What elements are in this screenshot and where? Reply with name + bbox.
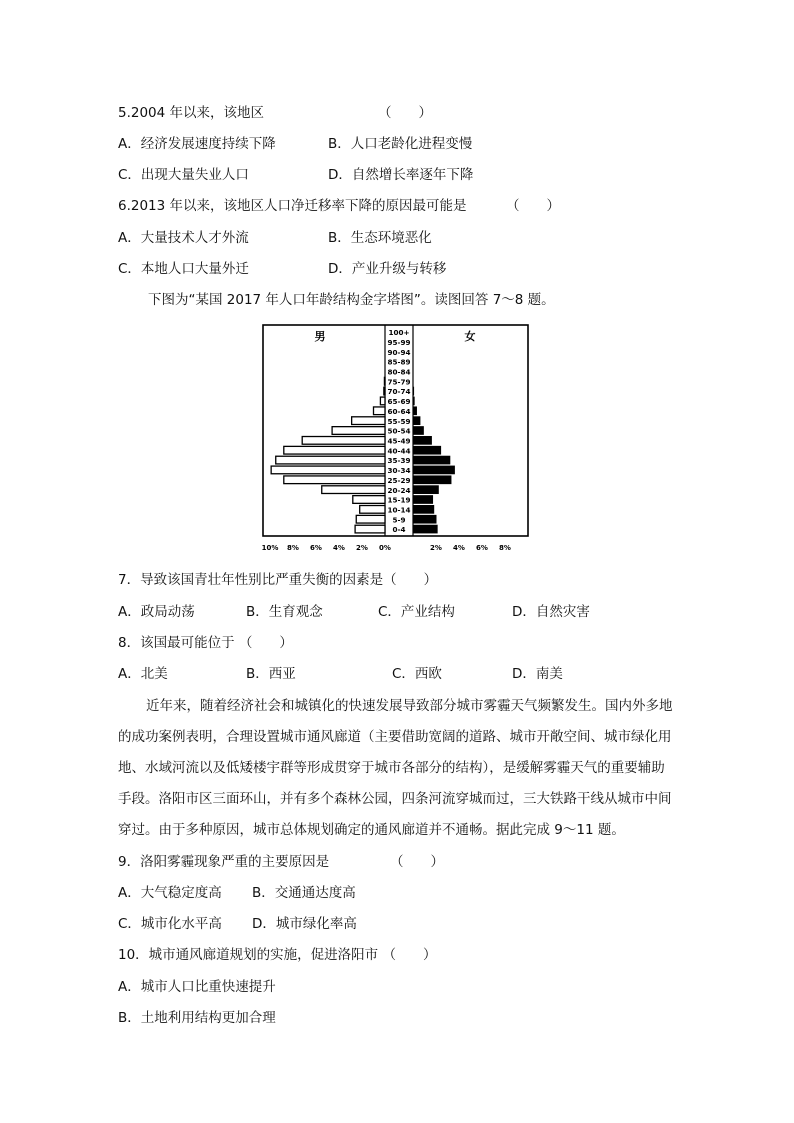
chart-bars: [271, 377, 454, 533]
age-label: 100+: [388, 328, 410, 338]
q10-option-b[interactable]: B．土地利用结构更加合理: [118, 1010, 276, 1026]
q7-option-c[interactable]: C．产业结构: [378, 604, 455, 620]
q6-option-b[interactable]: B．生态环境恶化: [328, 230, 432, 246]
q10-option-a[interactable]: A．城市人口比重快速提升: [118, 979, 276, 995]
male-bar-65-69: [380, 397, 385, 405]
q9-paren: （ ）: [390, 854, 444, 870]
male-bar-75-79: [384, 377, 385, 385]
female-bar-15-19: [413, 496, 433, 504]
age-label: 70-74: [387, 387, 411, 397]
q6-stem: 6.2013 年以来，该地区人口净迁移率下降的原因最可能是: [118, 198, 467, 214]
male-bar-20-24: [322, 486, 385, 494]
q7-option-b[interactable]: B．生育观念: [246, 604, 323, 620]
q9-option-c[interactable]: C．城市化水平高: [118, 916, 222, 932]
q6-paren: （ ）: [506, 198, 560, 214]
q5-stem-text: 5.2004 年以来，该地区: [118, 105, 265, 121]
x-tick-label: 10%: [261, 544, 279, 552]
q5-stem: [118, 104, 264, 122]
q5-option-d[interactable]: D．自然增长率逐年下降: [328, 167, 474, 183]
age-label: 90-94: [387, 347, 411, 357]
passage: [118, 691, 678, 846]
male-bar-55-59: [352, 417, 385, 425]
male-bar-35-39: [276, 456, 385, 464]
male-bar-0-4: [355, 525, 385, 533]
age-label: 50-54: [387, 426, 411, 436]
q8-option-b[interactable]: B．西亚: [246, 666, 296, 682]
x-tick-label: 6%: [476, 544, 488, 552]
age-label: 10-14: [387, 505, 411, 515]
x-tick-label: 6%: [310, 544, 322, 552]
male-bar-60-64: [374, 407, 386, 415]
q8-option-a[interactable]: A．北美: [118, 666, 168, 682]
population-pyramid-chart: [260, 322, 532, 554]
q7-option-d[interactable]: D．自然灾害: [512, 604, 590, 620]
female-bar-55-59: [413, 417, 420, 425]
q8-option-c[interactable]: C．西欧: [392, 666, 442, 682]
male-bar-5-9: [356, 515, 385, 523]
female-bar-30-34: [413, 466, 454, 474]
male-bar-10-14: [360, 506, 385, 514]
q6-option-a[interactable]: A．大量技术人才外流: [118, 230, 249, 246]
q9-option-b[interactable]: B．交通通达度高: [252, 885, 356, 901]
age-label: 25-29: [387, 475, 411, 485]
age-label: 35-39: [387, 456, 411, 466]
q6-option-d[interactable]: D．产业升级与转移: [328, 261, 447, 277]
age-label: 65-69: [387, 397, 411, 407]
age-label: 40-44: [387, 446, 411, 456]
age-label: 95-99: [387, 337, 411, 347]
x-tick-label: 4%: [453, 544, 465, 552]
age-label: 75-79: [387, 377, 411, 387]
female-legend-label: 女: [464, 330, 476, 343]
q5-option-c[interactable]: C．出现大量失业人口: [118, 167, 249, 183]
age-label: 60-64: [387, 406, 411, 416]
q5-option-a[interactable]: A．经济发展速度持续下降: [118, 136, 276, 152]
age-label: 0-4: [392, 525, 406, 535]
male-bar-50-54: [332, 427, 385, 435]
q10-stem: 10．城市通风廊道规划的实施，促进洛阳市 （ ）: [118, 947, 437, 963]
q9-option-d[interactable]: D．城市绿化率高: [252, 916, 357, 932]
q7-option-a[interactable]: A．政局动荡: [118, 604, 195, 620]
female-bar-0-4: [413, 525, 437, 533]
q8-stem: 8．该国最可能位于 （ ）: [118, 635, 293, 651]
x-tick-label: 8%: [287, 544, 299, 552]
female-bar-60-64: [413, 407, 416, 415]
x-tick-label: 0%: [379, 544, 391, 552]
chart-labels: [262, 328, 511, 552]
male-legend-label: 男: [314, 330, 326, 343]
passage-text: 近年来，随着经济社会和城镇化的快速发展导致部分城市雾霾天气频繁发生。国内外多地的成功案例表明，合理设置城市通风廊道（主要借助宽阔的道路、城市开敞空间、城市绿化用地、水域河流以及低矮楼宇群等形成贯穿于城市各部分的结构），是缓解雾霾天气的重要辅助手段。洛阳市区三面环山，并有多个森林公园，四条河流穿城而过，三大铁路干线从城市中间穿过。由于多种原因，城市总体规划确定的通风廊道并不通畅。据此完成 9～11 题。: [118, 698, 673, 838]
female-bar-65-69: [413, 397, 414, 405]
female-bar-40-44: [413, 446, 441, 454]
age-label: 20-24: [387, 485, 411, 495]
x-tick-label: 8%: [499, 544, 511, 552]
q5-paren: （ ）: [378, 105, 432, 121]
age-label: 55-59: [387, 416, 411, 426]
age-label: 45-49: [387, 436, 411, 446]
female-bar-20-24: [413, 486, 438, 494]
age-label: 80-84: [387, 367, 411, 377]
intro-7-8: 下图为“某国 2017 年人口年龄结构金字塔图”。读图回答 7～8 题。: [148, 292, 555, 308]
female-bar-35-39: [413, 456, 450, 464]
q7-stem: 7．导致该国青壮年性别比严重失衡的因素是（ ）: [118, 572, 438, 588]
female-bar-50-54: [413, 427, 423, 435]
q5-option-b[interactable]: B．人口老龄化进程变慢: [328, 136, 473, 152]
male-bar-70-74: [384, 387, 385, 395]
x-tick-label: 2%: [430, 544, 442, 552]
female-bar-45-49: [413, 437, 431, 445]
male-bar-15-19: [353, 496, 385, 504]
female-bar-25-29: [413, 476, 451, 484]
male-bar-40-44: [284, 446, 385, 454]
age-label: 85-89: [387, 357, 411, 367]
x-tick-label: 4%: [333, 544, 345, 552]
female-bar-70-74: [413, 387, 414, 395]
male-bar-30-34: [271, 466, 385, 474]
male-bar-25-29: [284, 476, 385, 484]
age-label: 15-19: [387, 495, 411, 505]
age-label: 5-9: [392, 515, 406, 525]
age-label: 30-34: [387, 466, 411, 476]
q8-option-d[interactable]: D．南美: [512, 666, 563, 682]
female-bar-10-14: [413, 506, 434, 514]
male-bar-45-49: [302, 437, 385, 445]
q9-option-a[interactable]: A．大气稳定度高: [118, 885, 222, 901]
female-bar-5-9: [413, 515, 436, 523]
q9-stem: 9．洛阳雾霾现象严重的主要原因是: [118, 854, 330, 870]
x-tick-label: 2%: [356, 544, 368, 552]
q6-option-c[interactable]: C．本地人口大量外迁: [118, 261, 249, 277]
